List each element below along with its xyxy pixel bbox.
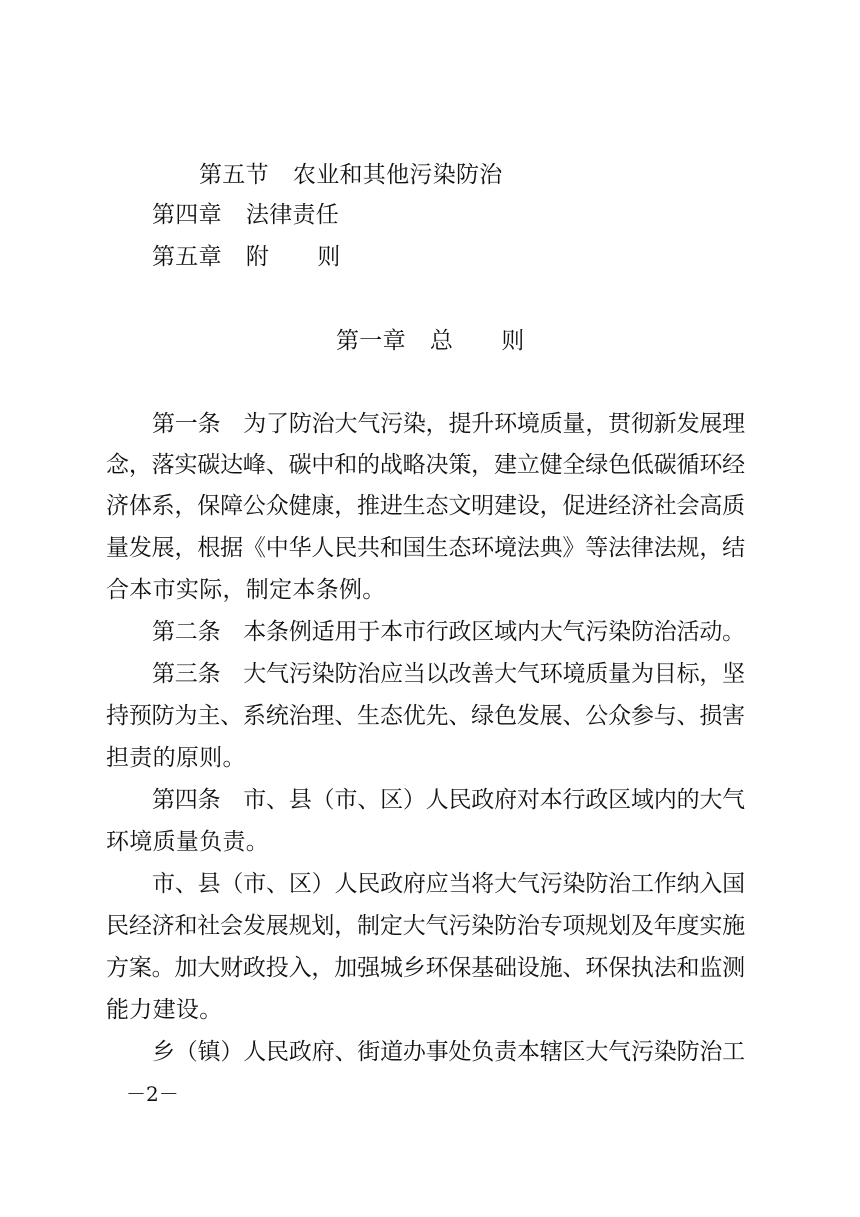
toc-chapter-5-title-b: 则 <box>317 244 341 270</box>
body-line: 乡（镇）人民政府、街道办事处负责本辖区大气污染防治工 <box>152 1039 745 1065</box>
body-line: 第一条 为了防治大气污染，提升环境质量，贯彻新发展理 <box>152 411 745 437</box>
body-line: 方案。加大财政投入，加强城乡环保基础设施、环保执法和监测 <box>106 955 745 981</box>
body-line: 济体系，保障公众健康，推进生态文明建设，促进经济社会高质 <box>106 493 745 519</box>
toc-chapter-5 <box>152 241 341 273</box>
body-line: 第二条 本条例适用于本市行政区域内大气污染防治活动。 <box>152 619 745 645</box>
body-line: 市、县（市、区）人民政府应当将大气污染防治工作纳入国 <box>152 871 745 897</box>
body-line: 念，落实碳达峰、碳中和的战略决策，建立健全绿色低碳循环经 <box>106 452 745 478</box>
toc-chapter-4-label: 第四章 <box>152 202 222 228</box>
body-line: 民经济和社会发展规划，制定大气污染防治专项规划及年度实施 <box>106 913 745 939</box>
toc-chapter-5-label: 第五章 <box>152 244 222 270</box>
toc-chapter-5-title-a: 附 <box>245 244 270 270</box>
chapter-heading-title-a: 总 <box>429 328 454 354</box>
toc-section-5-title: 农业和其他污染防治 <box>292 162 503 188</box>
body-line: 第三条 大气污染防治应当以改善大气环境质量为目标，坚 <box>152 661 745 687</box>
toc-chapter-4 <box>152 199 339 231</box>
body-line: 能力建设。 <box>106 997 223 1023</box>
page-number: －2－ <box>126 1082 179 1106</box>
body-line: 持预防为主、系统治理、生态优先、绿色发展、公众参与、损害 <box>106 703 745 729</box>
toc-section-5 <box>199 159 503 191</box>
body-line: 担责的原则。 <box>106 745 246 771</box>
body-line: 第四条 市、县（市、区）人民政府对本行政区域内的大气 <box>152 787 745 813</box>
toc-chapter-4-title: 法律责任 <box>245 202 340 228</box>
body-line: 环境质量负责。 <box>106 829 270 855</box>
toc-section-5-label: 第五节 <box>199 162 269 188</box>
chapter-heading-title-b: 则 <box>501 328 525 354</box>
body-line: 量发展，根据《中华人民共和国生态环境法典》等法律法规，结 <box>106 535 745 561</box>
chapter-heading-label: 第一章 <box>336 328 406 354</box>
chapter-heading <box>336 325 525 357</box>
body-line: 合本市实际，制定本条例。 <box>106 577 386 603</box>
